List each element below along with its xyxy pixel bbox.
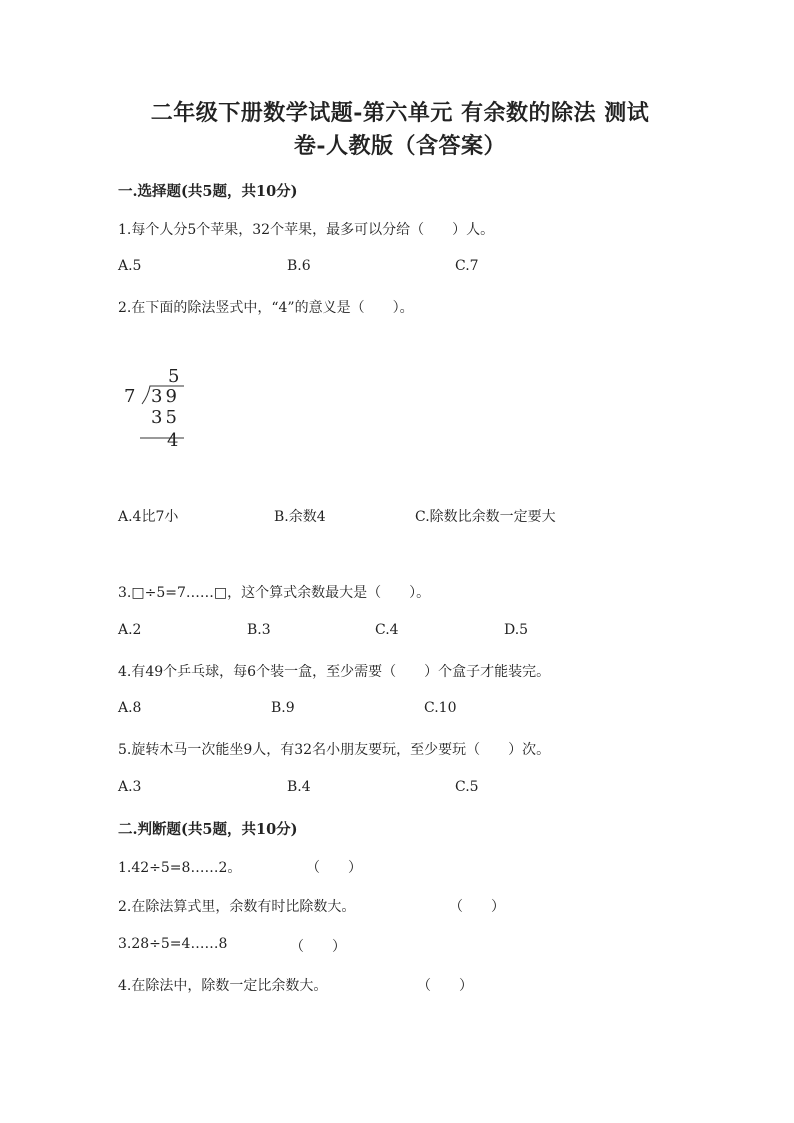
option-b[interactable]: B.4 — [287, 779, 311, 795]
judgement-question: 4.在除法中，除数一定比余数大。 — [118, 978, 328, 994]
option-c[interactable]: C.4 — [375, 622, 399, 638]
option-c[interactable]: C.7 — [455, 258, 479, 274]
long-division-figure — [118, 366, 198, 462]
option-b[interactable]: B.3 — [247, 622, 271, 638]
judgement-question: 2.在除法算式里，余数有时比除数大。 — [118, 899, 356, 915]
section-heading-choice: 一.选择题(共5题，共10分) — [118, 183, 298, 200]
option-a[interactable]: A.3 — [118, 779, 142, 795]
option-b[interactable]: B.余数4 — [274, 509, 326, 525]
title-line-2: 卷-人教版（含答案） — [293, 133, 507, 159]
option-c[interactable]: C.5 — [455, 779, 479, 795]
quotient: 5 — [168, 366, 180, 387]
question-text: 2.在下面的除法竖式中，“4”的意义是（ ）。 — [118, 300, 414, 316]
option-c[interactable]: C.除数比余数一定要大 — [415, 509, 556, 525]
answer-paren[interactable]: （ ） — [449, 899, 505, 915]
answer-paren[interactable]: （ ） — [417, 978, 473, 994]
question-text: 3.□÷5=7……□，这个算式余数最大是（ ）。 — [118, 585, 431, 601]
judgement-question: 3.28÷5=4……8 — [118, 936, 228, 952]
title-line-1: 二年级下册数学试题-第六单元 有余数的除法 测试 — [150, 100, 650, 126]
answer-paren[interactable]: （ ） — [290, 939, 346, 955]
product: 35 — [151, 407, 180, 428]
answer-paren[interactable]: （ ） — [306, 860, 362, 876]
question-text: 1.每个人分5个苹果，32个苹果，最多可以分给（ ）人。 — [118, 222, 495, 238]
remainder: 4 — [167, 430, 179, 451]
dividend: 39 — [151, 386, 180, 407]
option-a[interactable]: A.5 — [118, 258, 142, 274]
page-title — [100, 97, 700, 163]
option-a[interactable]: A.2 — [118, 622, 142, 638]
question-text: 5.旋转木马一次能坐9人，有32名小朋友要玩，至少要玩（ ）次。 — [118, 742, 551, 758]
question-text: 4.有49个乒乓球，每6个装一盒，至少需要（ ）个盒子才能装完。 — [118, 664, 551, 680]
option-a[interactable]: A.4比7小 — [118, 509, 179, 525]
divisor: 7 — [124, 386, 136, 407]
option-d[interactable]: D.5 — [504, 622, 529, 638]
option-a[interactable]: A.8 — [118, 700, 142, 716]
option-c[interactable]: C.10 — [424, 700, 457, 716]
option-b[interactable]: B.9 — [271, 700, 295, 716]
section-heading-judgement: 二.判断题(共5题，共10分) — [118, 821, 298, 838]
option-b[interactable]: B.6 — [287, 258, 311, 274]
judgement-question: 1.42÷5=8……2。 — [118, 860, 242, 876]
